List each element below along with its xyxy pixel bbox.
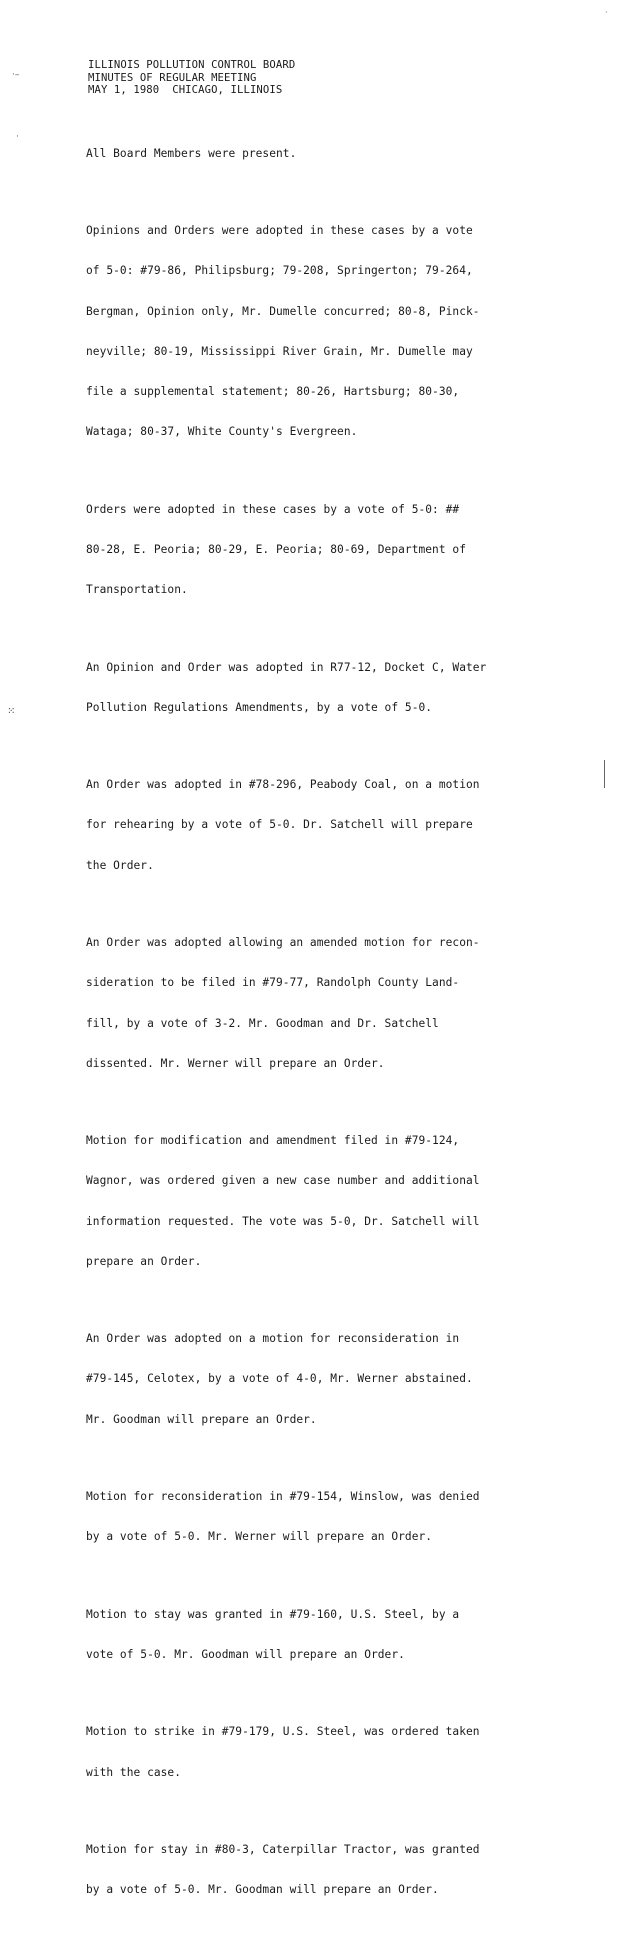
text-line: sideration to be filed in #79-77, Randolph County Land-: [86, 976, 460, 990]
text-line: All Board Members were present.: [86, 146, 297, 160]
text-line: Bergman, Opinion only, Mr. Dumelle concurred; 80-8, Pinck-: [86, 304, 480, 318]
text-line: Motion for modification and amendment filed in #79-124,: [86, 1134, 460, 1148]
header-meeting-title: MINUTES OF REGULAR MEETING: [88, 71, 257, 84]
scan-speck-mark: ·: [16, 132, 19, 142]
text-line: Wagnor, was ordered given a new case number and additional: [86, 1174, 480, 1188]
text-line: Motion for reconsideration in #79-154, Winslow, was denied: [86, 1490, 480, 1504]
text-line: vote of 5-0. Mr. Goodman will prepare an Order.: [86, 1647, 405, 1661]
text-line: #79-145, Celotex, by a vote of 4-0, Mr. Werner abstained.: [86, 1372, 473, 1386]
paragraph-winslow: [86, 1463, 598, 1570]
text-line: An Order was adopted in #78-296, Peabody Coal, on a motion: [86, 778, 480, 792]
paragraph-attendance: [86, 120, 598, 187]
minutes-body: [86, 120, 598, 1934]
text-line: Motion for stay in #80-3, Caterpillar Tractor, was granted: [86, 1843, 480, 1857]
text-line: Wataga; 80-37, White County's Evergreen.: [86, 425, 358, 439]
text-line: of 5-0: #79-86, Philipsburg; 79-208, Springerton; 79-264,: [86, 264, 473, 278]
header-date-location: MAY 1, 1980 CHICAGO, ILLINOIS: [88, 84, 283, 97]
scan-speck-mark: ·: [605, 8, 608, 17]
text-line: Pollution Regulations Amendments, by a vote of 5-0.: [86, 700, 433, 714]
text-line: prepare an Order.: [86, 1254, 202, 1268]
paragraph-peabody-coal: [86, 751, 598, 898]
text-line: An Opinion and Order was adopted in R77-12, Docket C, Water: [86, 660, 487, 674]
paragraph-r77-12: [86, 634, 598, 741]
paragraph-opinions-orders: [86, 197, 598, 465]
text-line: fill, by a vote of 3-2. Mr. Goodman and Dr. Satchell: [86, 1016, 439, 1030]
paragraph-celotex: [86, 1305, 598, 1452]
text-line: Motion to strike in #79-179, U.S. Steel, was ordered taken: [86, 1725, 480, 1739]
text-line: An Order was adopted allowing an amended motion for recon-: [86, 936, 480, 950]
text-line: Opinions and Orders were adopted in these cases by a vote: [86, 224, 473, 238]
text-line: the Order.: [86, 858, 154, 872]
text-line: by a vote of 5-0. Mr. Goodman will prepare an Order.: [86, 1883, 439, 1897]
paragraph-us-steel-stay: [86, 1581, 598, 1688]
text-line: for rehearing by a vote of 5-0. Dr. Satchell will prepare: [86, 818, 473, 832]
text-line: Orders were adopted in these cases by a vote of 5-0: ##: [86, 502, 460, 516]
text-line: Transportation.: [86, 583, 188, 597]
text-line: Mr. Goodman will prepare an Order.: [86, 1412, 317, 1426]
paragraph-us-steel-strike: [86, 1699, 598, 1806]
text-line: 80-28, E. Peoria; 80-29, E. Peoria; 80-69, Department of: [86, 542, 466, 556]
paragraph-wagnor: [86, 1107, 598, 1295]
text-line: file a supplemental statement; 80-26, Hartsburg; 80-30,: [86, 385, 460, 399]
scan-edge-mark: [601, 760, 605, 788]
text-line: Motion to stay was granted in #79-160, U.S. Steel, by a: [86, 1607, 460, 1621]
paragraph-caterpillar: [86, 1816, 598, 1923]
text-line: with the case.: [86, 1765, 181, 1779]
scan-speck-mark: ∶·∶: [8, 706, 14, 717]
text-line: An Order was adopted on a motion for reconsideration in: [86, 1332, 460, 1346]
paragraph-orders-adopted: [86, 476, 598, 623]
text-line: neyville; 80-19, Mississippi River Grain, Mr. Dumelle may: [86, 344, 473, 358]
document-header: [88, 59, 528, 97]
scan-speck-mark: ·–: [12, 70, 20, 80]
paragraph-randolph-county: [86, 909, 598, 1097]
text-line: dissented. Mr. Werner will prepare an Order.: [86, 1056, 385, 1070]
text-line: by a vote of 5-0. Mr. Werner will prepare an Order.: [86, 1530, 433, 1544]
header-board-name: ILLINOIS POLLUTION CONTROL BOARD: [88, 59, 296, 71]
text-line: information requested. The vote was 5-0, Dr. Satchell will: [86, 1214, 480, 1228]
